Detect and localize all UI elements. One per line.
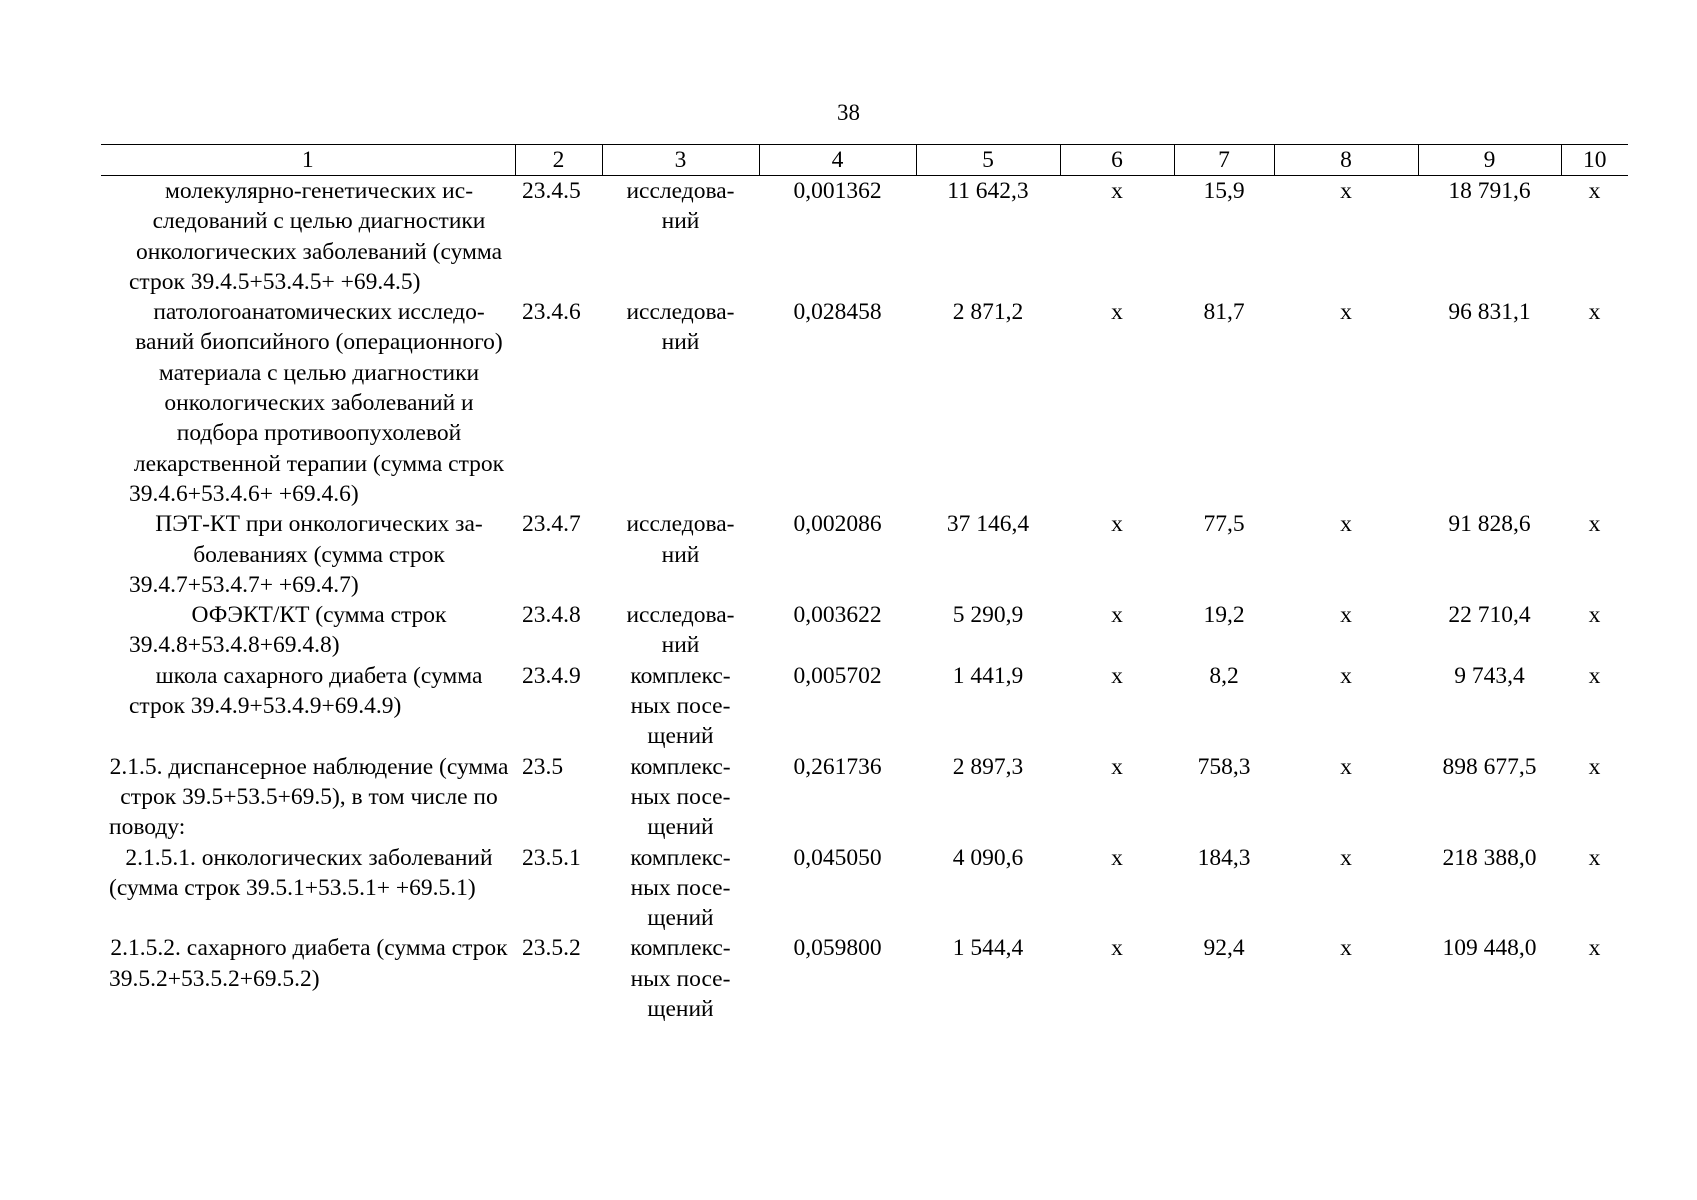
row-c8-cell: х xyxy=(1340,662,1352,689)
row-unit-cell xyxy=(602,843,759,934)
unit-line: щений xyxy=(647,905,714,932)
row-c6-cell: х xyxy=(1111,753,1123,780)
row-name-cell: 2.1.5.1. онкологических заболеваний (сумма строк 39.5.1+53.5.1+ +69.5.1) xyxy=(109,844,493,901)
row-name-cell: патологоанатомических исследований биопсийного (операционного) материала с целью диагностики онкологических заболеваний и подбора противоопухолевой лекарственной терапии (сумма строк 39.4.6+53.4.6+ +69.4.6) xyxy=(129,299,505,507)
column-header-2: 2 xyxy=(515,145,602,176)
row-c6-cell: х xyxy=(1111,178,1123,204)
row-c4-cell: 0,059800 xyxy=(793,935,882,962)
row-c6-cell: х xyxy=(1111,511,1123,538)
row-c9-cell: 22 710,4 xyxy=(1448,602,1531,629)
row-name-cell: молекулярно-генетических исследований с целью диагностики онкологических заболеваний (сумма строк 39.4.5+53.4.5+ +69.4.5) xyxy=(129,178,503,295)
row-c7-cell: 15,9 xyxy=(1203,178,1245,204)
row-unit-cell xyxy=(602,509,759,600)
unit-line: комплекс- xyxy=(630,662,731,689)
row-c10-cell: х xyxy=(1588,935,1601,962)
unit-line: комплекс- xyxy=(630,753,731,780)
row-c6-cell: х xyxy=(1111,844,1123,871)
row-unit-cell xyxy=(602,752,759,843)
row-c10-cell: х xyxy=(1588,511,1601,538)
row-c8-cell: х xyxy=(1340,178,1352,204)
row-c6-cell: х xyxy=(1111,662,1123,689)
unit-line: ных посе- xyxy=(630,965,731,992)
row-code-cell: 23.4.7 xyxy=(522,511,581,538)
row-c5-cell: 11 642,3 xyxy=(947,178,1029,204)
row-c10-cell: х xyxy=(1588,844,1601,871)
row-c8-cell: х xyxy=(1340,844,1352,871)
row-name-cell: школа сахарного диабета (сумма строк 39.4.9+53.4.9+69.4.9) xyxy=(129,662,483,720)
row-c8-cell: х xyxy=(1340,935,1352,962)
page-number: 38 xyxy=(837,100,860,125)
column-header-1: 1 xyxy=(101,145,515,176)
row-code-cell: 23.4.6 xyxy=(522,299,581,326)
unit-line: исследова- xyxy=(626,178,735,204)
row-code-cell: 23.4.8 xyxy=(522,602,581,629)
row-c5-cell: 1 544,4 xyxy=(952,935,1024,962)
unit-line: комплекс- xyxy=(630,935,731,962)
unit-line: исследова- xyxy=(626,511,735,538)
row-c4-cell: 0,261736 xyxy=(793,753,882,780)
column-header-9: 9 xyxy=(1418,145,1561,176)
row-name-cell: 2.1.5.2. сахарного диабета (сумма строк 39.5.2+53.5.2+69.5.2) xyxy=(109,935,508,992)
row-c4-cell: 0,002086 xyxy=(793,511,882,538)
row-c6-cell: х xyxy=(1111,299,1123,326)
unit-line: ний xyxy=(661,329,700,356)
row-c6-cell: х xyxy=(1111,602,1123,629)
row-c7-cell: 77,5 xyxy=(1203,511,1245,538)
row-c5-cell: 2 871,2 xyxy=(952,299,1024,326)
unit-line: комплекс- xyxy=(630,844,731,871)
row-c9-cell: 898 677,5 xyxy=(1442,753,1537,780)
table-row xyxy=(101,509,1628,600)
column-header-10: 10 xyxy=(1561,145,1628,176)
row-c10-cell: х xyxy=(1588,178,1601,204)
row-c10-cell: х xyxy=(1588,662,1601,689)
row-c9-cell: 18 791,6 xyxy=(1448,178,1531,204)
row-c7-cell: 92,4 xyxy=(1203,935,1245,962)
unit-line: ний xyxy=(661,541,700,568)
row-c5-cell: 4 090,6 xyxy=(952,844,1024,871)
row-code-cell: 23.5.1 xyxy=(522,844,581,871)
row-c8-cell: х xyxy=(1340,602,1352,629)
row-c8-cell: х xyxy=(1340,511,1352,538)
row-c8-cell: х xyxy=(1340,299,1352,326)
column-header-7: 7 xyxy=(1174,145,1274,176)
column-header-3: 3 xyxy=(602,145,759,176)
row-c4-cell: 0,005702 xyxy=(793,662,882,689)
row-code-cell: 23.5 xyxy=(522,753,564,780)
row-unit-cell xyxy=(602,297,759,509)
row-c9-cell: 91 828,6 xyxy=(1448,511,1531,538)
row-c10-cell: х xyxy=(1588,602,1601,629)
unit-line: щений xyxy=(647,814,714,841)
column-header-4: 4 xyxy=(759,145,916,176)
unit-line: исследова- xyxy=(626,602,735,629)
row-c8-cell: х xyxy=(1340,753,1352,780)
unit-line: ных посе- xyxy=(630,874,731,901)
row-c7-cell: 184,3 xyxy=(1197,844,1251,871)
row-unit-cell xyxy=(602,933,759,1024)
table-row xyxy=(101,600,1628,661)
table-row xyxy=(101,752,1628,843)
table-row xyxy=(101,843,1628,934)
unit-line: щений xyxy=(647,996,714,1023)
row-c5-cell: 2 897,3 xyxy=(952,753,1024,780)
row-c7-cell: 758,3 xyxy=(1197,753,1251,780)
row-c9-cell: 109 448,0 xyxy=(1442,935,1537,962)
unit-line: щений xyxy=(647,723,714,750)
row-name-cell: ПЭТ-КТ при онкологических заболеваниях (сумма строк 39.4.7+53.4.7+ +69.4.7) xyxy=(129,511,483,598)
unit-line: ных посе- xyxy=(630,783,731,810)
row-c4-cell: 0,001362 xyxy=(793,178,882,204)
row-c5-cell: 5 290,9 xyxy=(952,602,1024,629)
table-body xyxy=(101,176,1628,1025)
row-c9-cell: 218 388,0 xyxy=(1442,844,1537,871)
row-c10-cell: х xyxy=(1588,299,1601,326)
row-code-cell: 23.4.5 xyxy=(522,178,581,204)
table-row xyxy=(101,661,1628,752)
row-name-cell: 2.1.5. диспансерное наблюдение (сумма строк 39.5+53.5+69.5), в том числе по поводу: xyxy=(109,753,509,841)
row-c9-cell: 96 831,1 xyxy=(1448,299,1531,326)
row-c4-cell: 0,028458 xyxy=(793,299,882,326)
data-table xyxy=(101,144,1628,1024)
table-row xyxy=(101,297,1628,509)
unit-line: ний xyxy=(661,632,700,659)
column-header-6: 6 xyxy=(1060,145,1174,176)
row-unit-cell xyxy=(602,600,759,661)
table-row xyxy=(101,933,1628,1024)
row-unit-cell xyxy=(602,176,759,298)
row-name-cell: ОФЭКТ/КТ (сумма строк 39.4.8+53.4.8+69.4.8) xyxy=(129,602,447,659)
row-c7-cell: 19,2 xyxy=(1203,602,1245,629)
unit-line: ний xyxy=(661,208,700,235)
row-c5-cell: 37 146,4 xyxy=(946,511,1030,538)
column-header-5: 5 xyxy=(916,145,1060,176)
table-row xyxy=(101,176,1628,298)
row-c4-cell: 0,045050 xyxy=(793,844,882,871)
row-code-cell: 23.5.2 xyxy=(522,935,581,962)
row-c5-cell: 1 441,9 xyxy=(952,662,1024,689)
row-unit-cell xyxy=(602,661,759,752)
row-c7-cell: 81,7 xyxy=(1203,299,1245,326)
unit-line: ных посе- xyxy=(630,693,731,720)
row-c10-cell: х xyxy=(1588,753,1601,780)
row-code-cell: 23.4.9 xyxy=(522,662,581,689)
column-header-8: 8 xyxy=(1274,145,1418,176)
row-c6-cell: х xyxy=(1111,935,1123,962)
unit-line: исследова- xyxy=(626,299,735,326)
row-c7-cell: 8,2 xyxy=(1209,662,1239,689)
row-c4-cell: 0,003622 xyxy=(793,602,882,629)
row-c9-cell: 9 743,4 xyxy=(1454,662,1525,689)
column-number-header-row xyxy=(101,145,1628,176)
